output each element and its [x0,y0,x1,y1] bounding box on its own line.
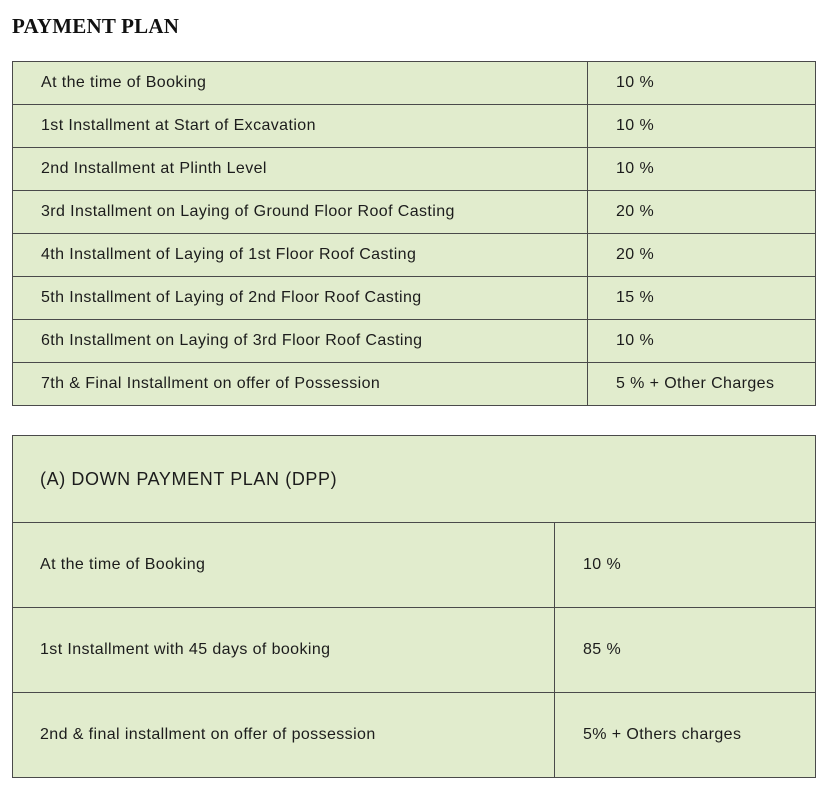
installment-percentage: 15 % [588,277,816,320]
table-row [13,363,816,406]
installment-label: 1st Installment with 45 days of booking [13,608,555,693]
table-row [13,105,816,148]
installment-percentage: 5% + Others charges [555,693,816,778]
table-row [13,523,816,608]
installment-label: 7th & Final Installment on offer of Possession [13,363,588,406]
down-payment-plan-table [12,435,816,778]
page-title: PAYMENT PLAN [12,14,180,38]
table-row [13,234,816,277]
installment-percentage: 10 % [588,320,816,363]
installment-label: 2nd & final installment on offer of possession [13,693,555,778]
installment-label: 2nd Installment at Plinth Level [13,148,588,191]
installment-label: 6th Installment on Laying of 3rd Floor Roof Casting [13,320,588,363]
installment-percentage: 5 % + Other Charges [588,363,816,406]
table-row [13,320,816,363]
installment-label: 1st Installment at Start of Excavation [13,105,588,148]
table-row [13,277,816,320]
installment-percentage: 10 % [588,105,816,148]
installment-percentage: 10 % [588,148,816,191]
table-row [13,148,816,191]
installment-percentage: 20 % [588,191,816,234]
installment-label: At the time of Booking [13,62,588,105]
table-row [13,693,816,778]
installment-percentage: 85 % [555,608,816,693]
installment-percentage: 20 % [588,234,816,277]
dpp-heading: (A) DOWN PAYMENT PLAN (DPP) [13,436,816,523]
installment-label: 4th Installment of Laying of 1st Floor Roof Casting [13,234,588,277]
installment-percentage: 10 % [588,62,816,105]
installment-label: At the time of Booking [13,523,555,608]
installment-label: 5th Installment of Laying of 2nd Floor Roof Casting [13,277,588,320]
installment-label: 3rd Installment on Laying of Ground Floor Roof Casting [13,191,588,234]
dpp-heading-row [13,436,816,523]
installment-percentage: 10 % [555,523,816,608]
table-row [13,191,816,234]
table-row [13,62,816,105]
payment-plan-table [12,61,816,406]
table-row [13,608,816,693]
